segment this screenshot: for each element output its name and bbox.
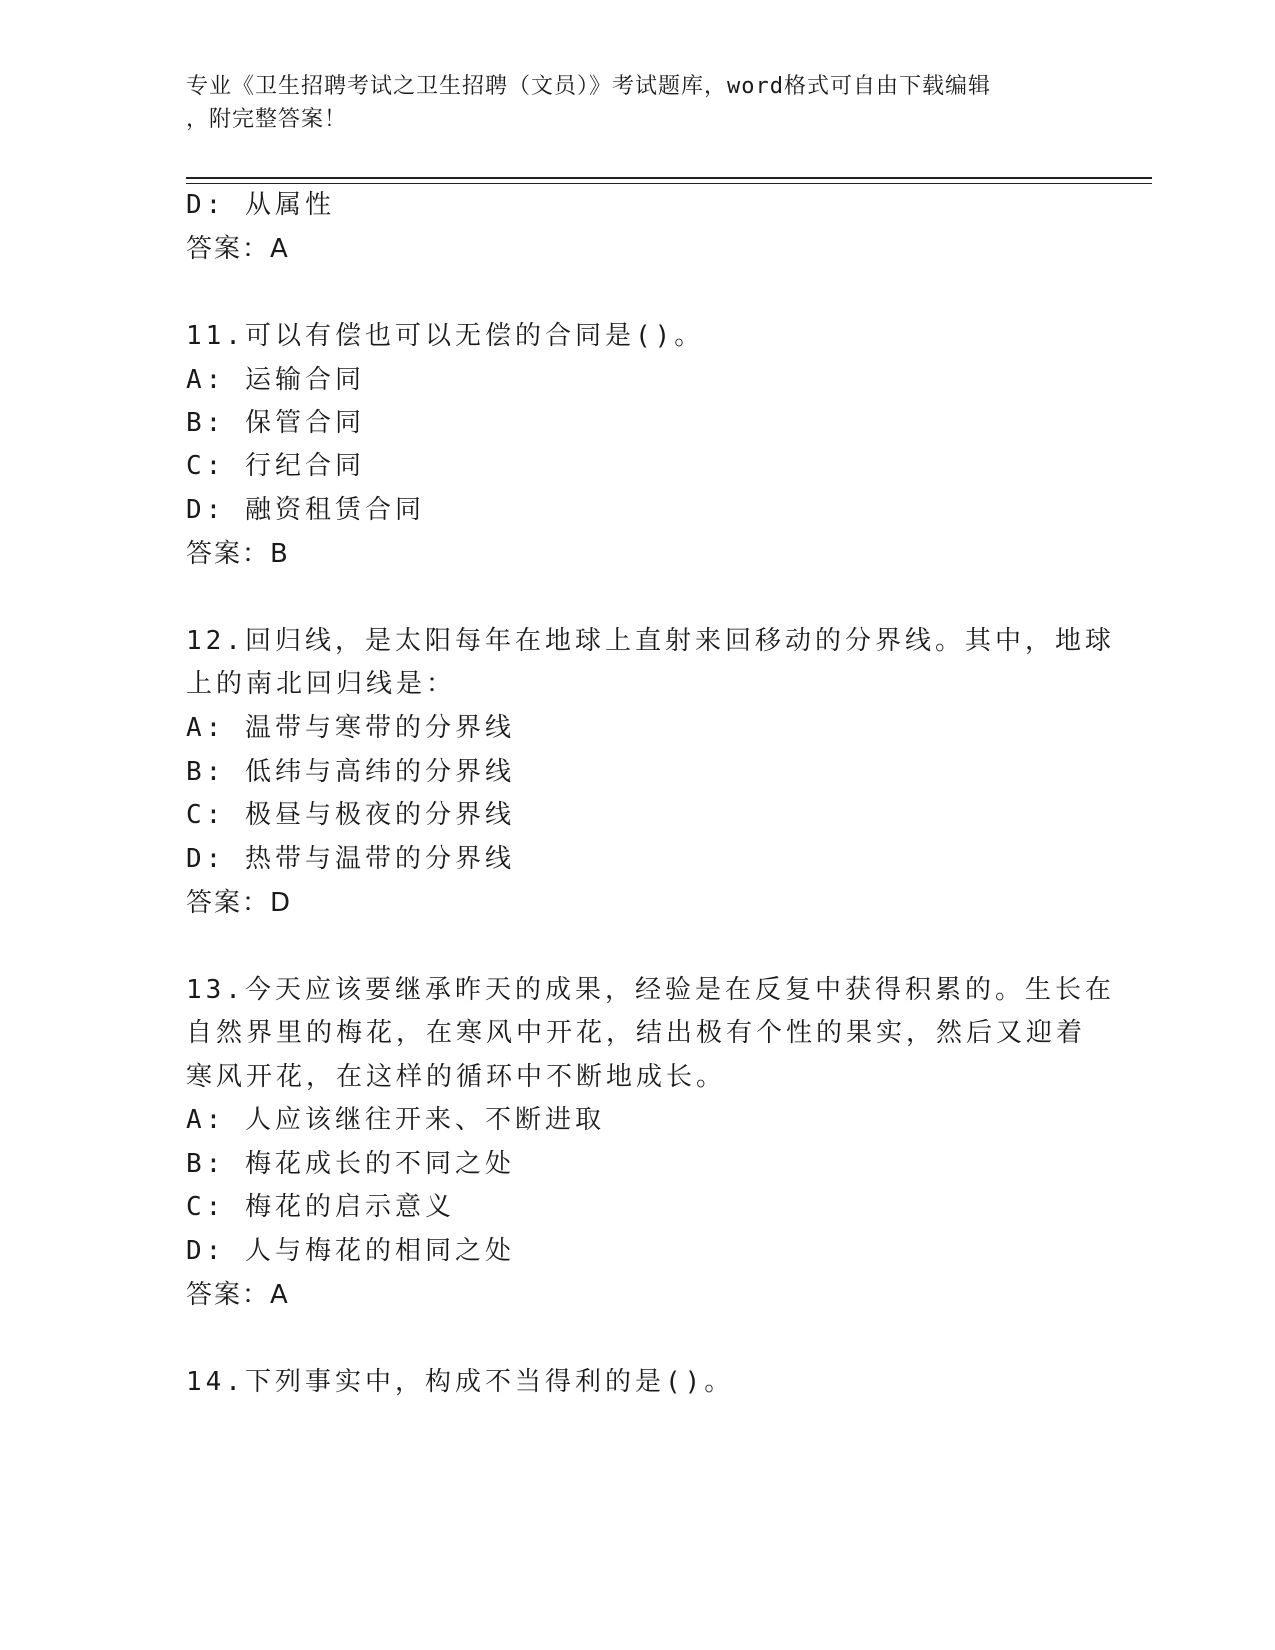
header-title-line-1: 专业《卫生招聘考试之卫生招聘（文员）》考试题库，word格式可自由下载编辑 <box>186 74 991 99</box>
q12-option-b: B: 低纬与高纬的分界线 <box>186 757 515 787</box>
q12-answer: 答案：D <box>186 888 293 918</box>
q13-option-b: B: 梅花成长的不同之处 <box>186 1149 515 1179</box>
q13-option-a: A: 人应该继往开来、不断进取 <box>186 1105 605 1135</box>
q11-option-c: C: 行纪合同 <box>186 451 365 481</box>
q13-stem-line-1: 13.今天应该要继承昨天的成果，经验是在反复中获得积累的。生长在 <box>186 975 1115 1005</box>
q11-answer: 答案：B <box>186 539 290 569</box>
q11-option-d: D: 融资租赁合同 <box>186 495 425 525</box>
q11-stem: 11.可以有偿也可以无偿的合同是()。 <box>186 321 705 351</box>
document-header <box>186 70 1086 136</box>
q12-option-d: D: 热带与温带的分界线 <box>186 844 515 874</box>
header-divider-thin <box>186 183 1152 184</box>
q13-answer: 答案：A <box>186 1280 290 1310</box>
q13-stem-line-2: 自然界里的梅花，在寒风中开花，结出极有个性的果实，然后又迎着 <box>186 1018 1087 1048</box>
prev-question-option-d: D: 从属性 <box>186 190 335 220</box>
q13-stem-line-3: 寒风开花，在这样的循环中不断地成长。 <box>186 1062 727 1092</box>
q12-option-c: C: 极昼与极夜的分界线 <box>186 800 515 830</box>
q13-option-d: D: 人与梅花的相同之处 <box>186 1236 515 1266</box>
q12-stem-line-1: 12.回归线，是太阳每年在地球上直射来回移动的分界线。其中，地球 <box>186 626 1115 656</box>
q13-option-c: C: 梅花的启示意义 <box>186 1192 455 1222</box>
prev-question-answer: 答案：A <box>186 234 290 264</box>
q12-option-a: A: 温带与寒带的分界线 <box>186 713 515 743</box>
header-title-line-2: ，附完整答案！ <box>186 107 348 132</box>
q12-stem-line-2: 上的南北回归线是： <box>186 669 457 699</box>
q11-option-a: A: 运输合同 <box>186 365 365 395</box>
header-divider-thick <box>186 177 1152 179</box>
q14-stem: 14.下列事实中，构成不当得利的是()。 <box>186 1367 735 1397</box>
q11-option-b: B: 保管合同 <box>186 408 365 438</box>
